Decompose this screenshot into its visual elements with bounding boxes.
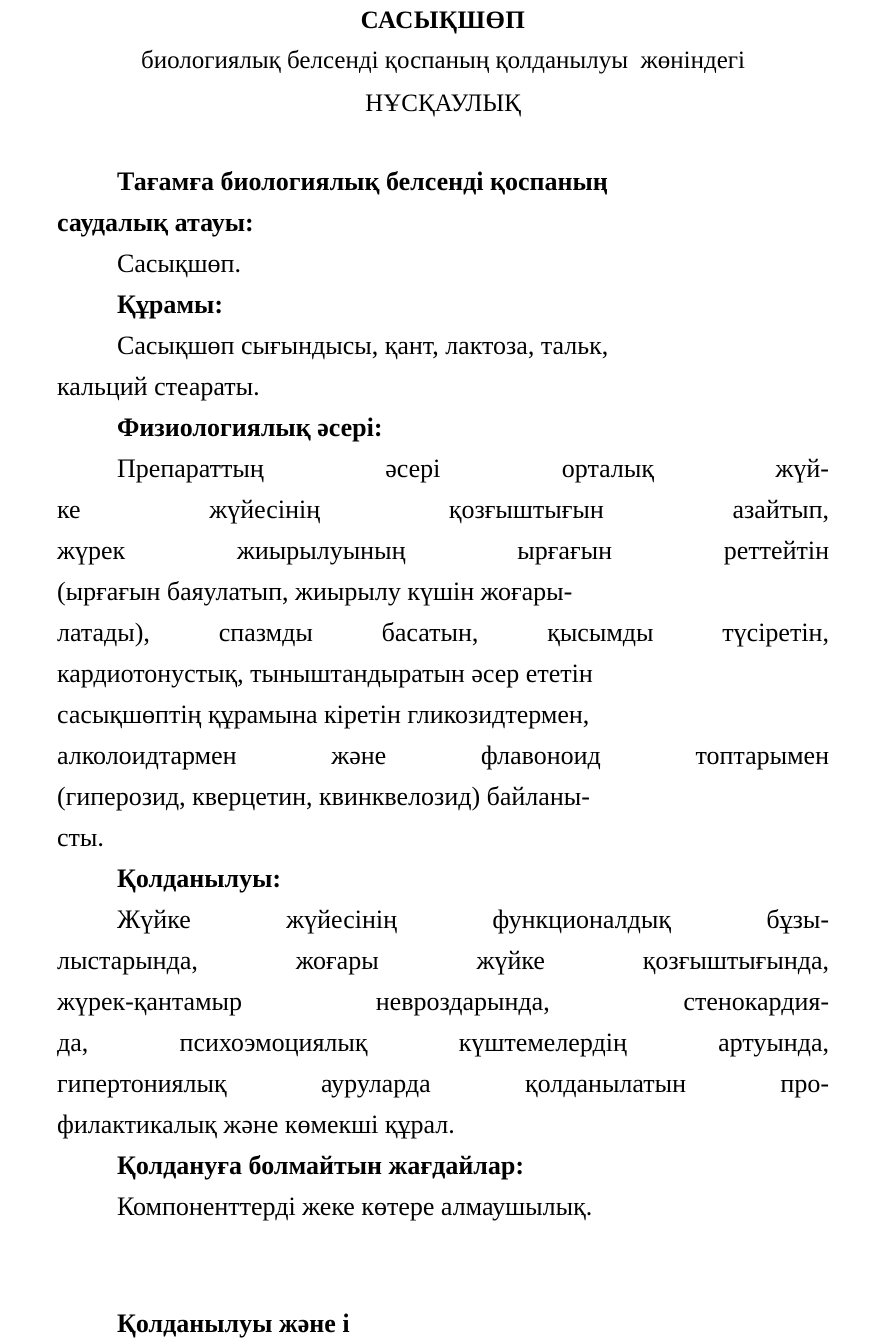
text-line: филактикалық және көмекші құрал. <box>57 1110 455 1139</box>
document-subtitle-line-1: биологиялық белсенді қоспаның қолданылуы жөніндегі <box>141 47 745 74</box>
section-body-contraindications <box>57 1186 829 1227</box>
text-line: гипертониялық ауруларда қолданылатын про- <box>57 1069 829 1098</box>
text-line: сасықшөптің құрамына кіретін гликозидтермен, <box>57 700 590 729</box>
text-line: (ырғағын баяулатып, жиырылу күшін жоғары- <box>57 577 573 606</box>
text-line: ке жүйесінің қозғыштығын азайтып, <box>57 495 829 524</box>
document-title: САСЫҚШӨП <box>360 7 526 34</box>
section-body-usage <box>57 899 829 1145</box>
text-line: Сасықшөп сығындысы, қант, лактоза, тальк, <box>117 331 609 360</box>
text-line: сты. <box>57 823 104 852</box>
text-line: кардиотонустық, тыныштандыратын әсер ететін <box>57 659 593 688</box>
text-line: жүрек жиырылуының ырғағын реттейтін <box>57 536 829 565</box>
section-heading-usage: Қолданылуы: <box>117 864 282 893</box>
text-line: Жүйке жүйесінің функционалдық бұзы- <box>117 905 829 934</box>
text-line: алколоидтармен және флавоноид топтарымен <box>57 741 829 770</box>
text-line: Компоненттерді жеке көтере алмаушылық. <box>117 1192 593 1221</box>
section-body-composition <box>57 325 829 407</box>
section-body-physiological-effect <box>57 448 829 858</box>
text-line: жүрек-қантамыр невроздарында, стенокардия- <box>57 987 829 1016</box>
section-body-trade-name <box>57 243 829 284</box>
text-line: кальций стеараты. <box>57 372 260 401</box>
section-heading-contraindications: Қолдануға болмайтын жағдайлар: <box>117 1151 524 1180</box>
text-line: да, психоэмоциялық күштемелердің артуында, <box>57 1028 829 1057</box>
section-heading-physiological-effect: Физиологиялық әсері: <box>117 413 383 442</box>
section-heading-composition: Құрамы: <box>117 290 223 319</box>
section-heading-partial: Қолданылуы және і <box>117 1309 350 1338</box>
clipped-next-section-heading <box>57 1303 829 1338</box>
document-page <box>0 6 886 1338</box>
text-line: (гиперозид, кверцетин, квинквелозид) байланы- <box>57 782 590 811</box>
text-line: Препараттың әсері орталық жүй- <box>117 454 829 483</box>
text-line: лыстарында, жоғары жүйке қозғыштығында, <box>57 946 829 975</box>
document-body <box>57 161 829 1227</box>
section-heading-trade-name-line-2: саудалық атауы: <box>57 208 254 237</box>
section-heading-trade-name-line-1: Тағамға биологиялық белсенді қоспаның <box>117 167 608 196</box>
document-subtitle-line-2: НҰСҚАУЛЫҚ <box>365 90 521 117</box>
text-line: Сасықшөп. <box>117 249 241 278</box>
section-heading-trade-name <box>57 161 829 243</box>
text-line: латады), спазмды басатын, қысымды түсіретін, <box>57 618 829 647</box>
